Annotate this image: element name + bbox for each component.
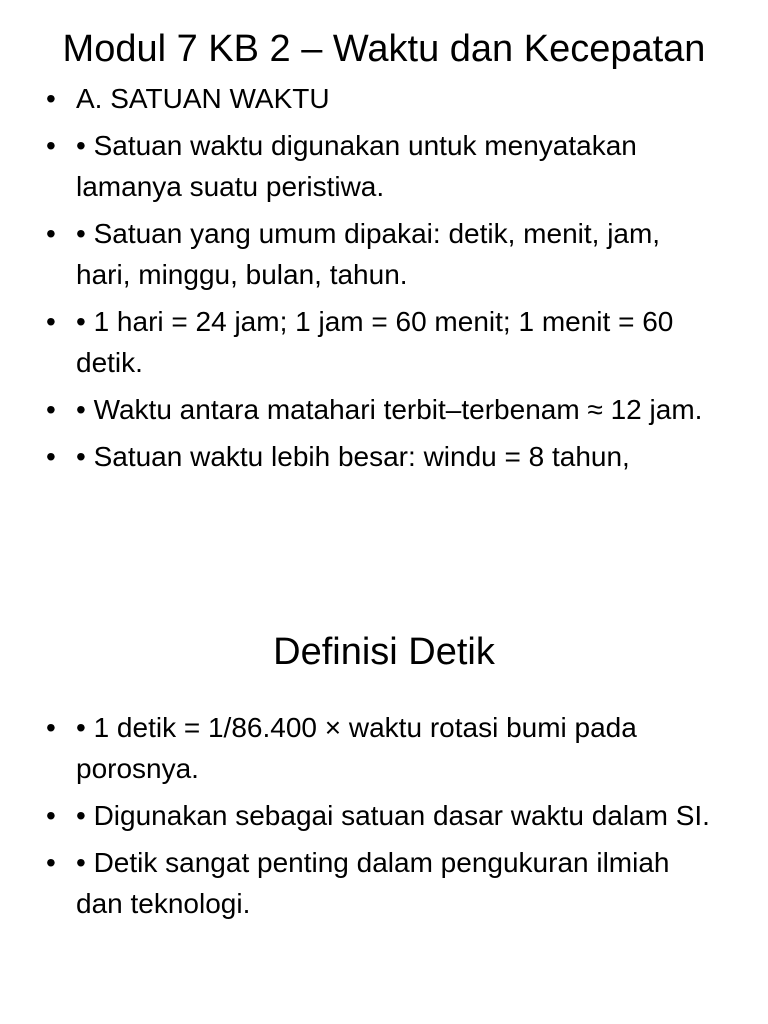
bullet-text: • Satuan waktu digunakan untuk menyatakan lamanya suatu peristiwa.: [76, 130, 637, 202]
bullet-item: [46, 707, 718, 789]
bullet-text: • Detik sangat penting dalam pengukuran ilmiah dan teknologi.: [76, 847, 670, 919]
bullet-text: • Satuan yang umum dipakai: detik, menit, jam, hari, minggu, bulan, tahun.: [76, 218, 661, 290]
bullet-item: [46, 436, 718, 477]
bullet-dot-icon: •: [46, 441, 56, 472]
slide-title: Modul 7 KB 2 – Waktu dan Kecepatan: [62, 28, 706, 70]
bullet-item: [46, 389, 718, 430]
bullet-item: [46, 125, 718, 207]
bullet-dot-icon: •: [46, 218, 56, 249]
bullet-text: • 1 detik = 1/86.400 × waktu rotasi bumi pada porosnya.: [76, 712, 637, 784]
bullet-dot-icon: •: [46, 130, 56, 161]
bullet-dot-icon: •: [46, 800, 56, 831]
bullet-text: • Digunakan sebagai satuan dasar waktu dalam SI.: [76, 800, 710, 831]
bullet-text: • Waktu antara matahari terbit–terbenam ≈ 12 jam.: [76, 394, 703, 425]
slide-definisi-detik: [0, 588, 768, 1024]
bullet-dot-icon: •: [46, 847, 56, 878]
bullet-text: A. SATUAN WAKTU: [76, 83, 330, 114]
bullet-dot-icon: •: [46, 394, 56, 425]
bullet-text: • Satuan waktu lebih besar: windu = 8 tahun,: [76, 441, 630, 472]
slide-title: Definisi Detik: [273, 631, 495, 673]
bullet-item: [46, 213, 718, 295]
bullet-item: [46, 795, 718, 836]
bullet-item: [46, 301, 718, 383]
bullet-list: [0, 707, 768, 924]
bullet-text: • 1 hari = 24 jam; 1 jam = 60 menit; 1 menit = 60 detik.: [76, 306, 674, 378]
bullet-item: [46, 78, 718, 119]
bullet-item: [46, 842, 718, 924]
bullet-dot-icon: •: [46, 712, 56, 743]
bullet-dot-icon: •: [46, 83, 56, 114]
bullet-list: [0, 78, 768, 477]
bullet-dot-icon: •: [46, 306, 56, 337]
